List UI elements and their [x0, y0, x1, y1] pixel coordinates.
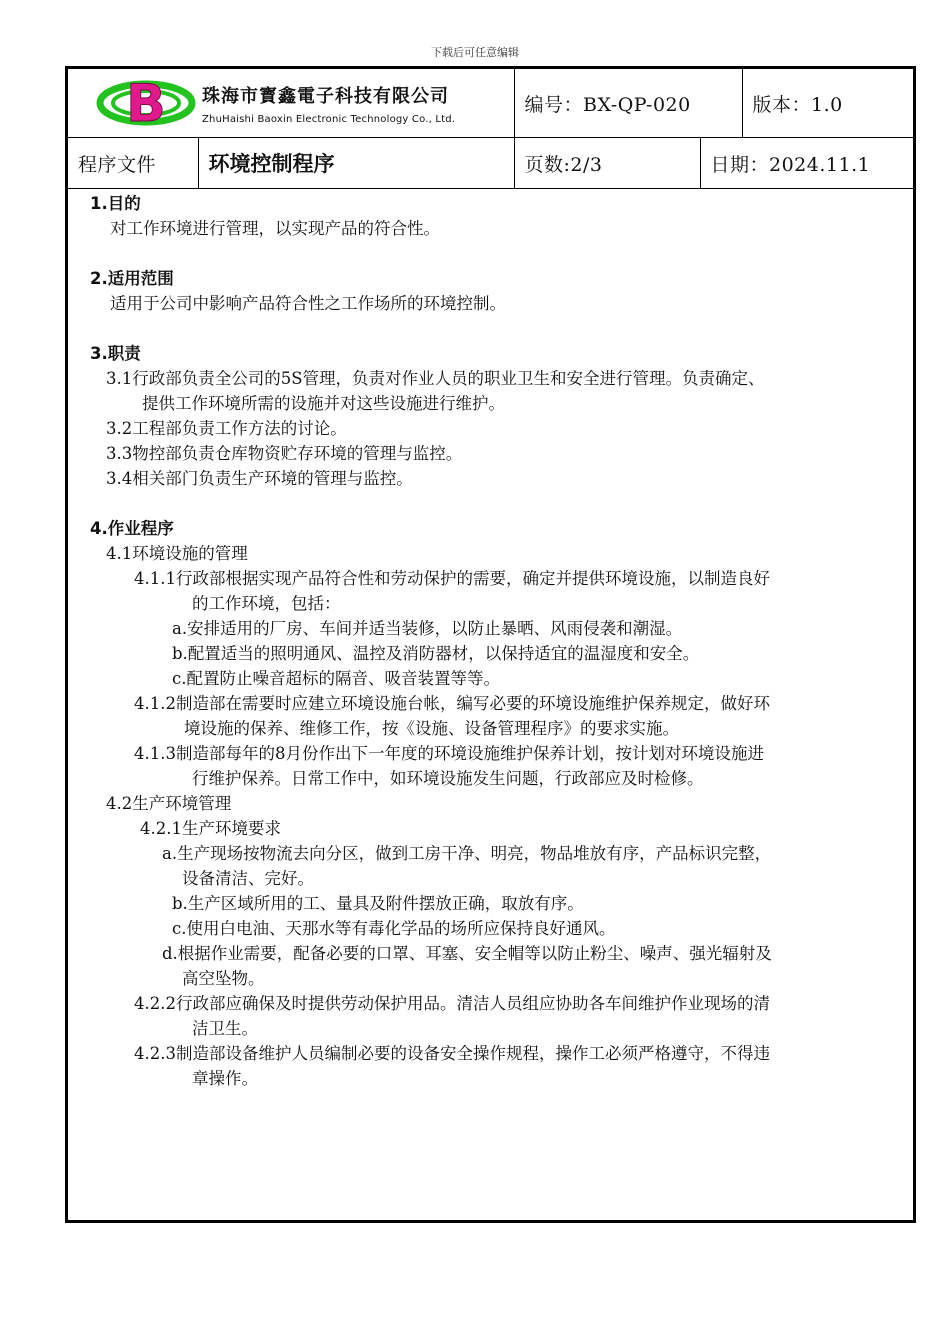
company-logo-icon — [96, 73, 196, 133]
body-line: c.使用白电油、天那水等有毒化学品的场所应保持良好通风。 — [172, 919, 616, 938]
doc-page: 页数:2/3 — [514, 138, 700, 189]
header-table — [68, 69, 913, 189]
body-line: 对工作环境进行管理，以实现产品的符合性。 — [110, 219, 440, 238]
body-line: 4.1.1行政部根据实现产品符合性和劳动保护的需要，确定并提供环境设施，以制造良好 — [134, 569, 770, 588]
body-line: 3.1行政部负责全公司的5S管理，负责对作业人员的职业卫生和安全进行管理。负责确定、 — [106, 369, 765, 388]
section-heading: 3.职责 — [90, 344, 141, 363]
body-line: a.安排适用的厂房、车间并适当装修，以防止暴晒、风雨侵袭和潮湿。 — [172, 619, 683, 638]
body-line: 4.2生产环境管理 — [106, 794, 232, 813]
body-line: 洁卫生。 — [192, 1019, 258, 1038]
body-line: 3.3物控部负责仓库物资贮存环境的管理与监控。 — [106, 444, 463, 463]
body-line: d.根据作业需要，配备必要的口罩、耳塞、安全帽等以防止粉尘、噪声、强光辐射及 — [162, 944, 772, 963]
doc-version: 版本：1.0 — [742, 69, 913, 138]
body-line: c.配置防止噪音超标的隔音、吸音装置等等。 — [172, 669, 500, 688]
logo-letter: B — [126, 74, 166, 133]
doc-title: 环境控制程序 — [198, 138, 514, 189]
document-frame — [65, 66, 916, 1223]
body-line: 适用于公司中影响产品符合性之工作场所的环境控制。 — [110, 294, 506, 313]
body-line: 3.2工程部负责工作方法的讨论。 — [106, 419, 347, 438]
company-name-en: ZhuHaishi Baoxin Electronic Technology Co., Ltd. — [202, 113, 456, 125]
company-cell — [68, 69, 514, 138]
body-line: a.生产现场按物流去向分区，做到工房干净、明亮，物品堆放有序，产品标识完整， — [162, 844, 772, 863]
body-line: 4.1.2制造部在需要时应建立环境设施台帐，编写必要的环境设施维护保养规定，做好环 — [134, 694, 770, 713]
body-line: 提供工作环境所需的设施并对这些设施进行维护。 — [142, 394, 505, 413]
body-line: 设备清洁、完好。 — [182, 869, 314, 888]
body-line: 境设施的保养、维修工作，按《设施、设备管理程序》的要求实施。 — [184, 719, 679, 738]
section-spacer — [68, 241, 913, 266]
body-line: 4.1环境设施的管理 — [106, 544, 248, 563]
company-name-cn: 珠海市寳鑫電子科技有限公司 — [202, 85, 449, 107]
section-heading: 1.目的 — [90, 194, 141, 213]
document-body — [68, 191, 913, 1091]
body-line: 章操作。 — [192, 1069, 258, 1088]
doc-number: 编号：BX-QP-020 — [514, 69, 742, 138]
section-heading: 4.作业程序 — [90, 519, 174, 538]
body-line: 4.1.3制造部每年的8月份作出下一年度的环境设施维护保养计划，按计划对环境设施进 — [134, 744, 764, 763]
body-line: 4.2.3制造部设备维护人员编制必要的设备安全操作规程，操作工必须严格遵守，不得违 — [134, 1044, 770, 1063]
body-line: 行维护保养。日常工作中，如环境设施发生问题，行政部应及时检修。 — [192, 769, 704, 788]
download-note: 下载后可任意编辑 — [431, 46, 519, 59]
body-line: b.配置适当的照明通风、温控及消防器材，以保持适宜的温湿度和安全。 — [172, 644, 700, 663]
body-line: 4.2.2行政部应确保及时提供劳动保护用品。清洁人员组应协助各车间维护作业现场的清 — [134, 994, 770, 1013]
doc-date: 日期：2024.11.1 — [700, 138, 913, 189]
section-heading: 2.适用范围 — [90, 269, 174, 288]
body-line: 的工作环境，包括： — [192, 594, 341, 613]
body-line: 3.4相关部门负责生产环境的管理与监控。 — [106, 469, 413, 488]
section-spacer — [68, 316, 913, 341]
doc-type: 程序文件 — [68, 138, 198, 189]
body-line: 4.2.1生产环境要求 — [140, 819, 281, 838]
section-spacer — [68, 491, 913, 516]
body-line: b.生产区域所用的工、量具及附件摆放正确，取放有序。 — [172, 894, 584, 913]
body-line: 高空坠物。 — [182, 969, 265, 988]
